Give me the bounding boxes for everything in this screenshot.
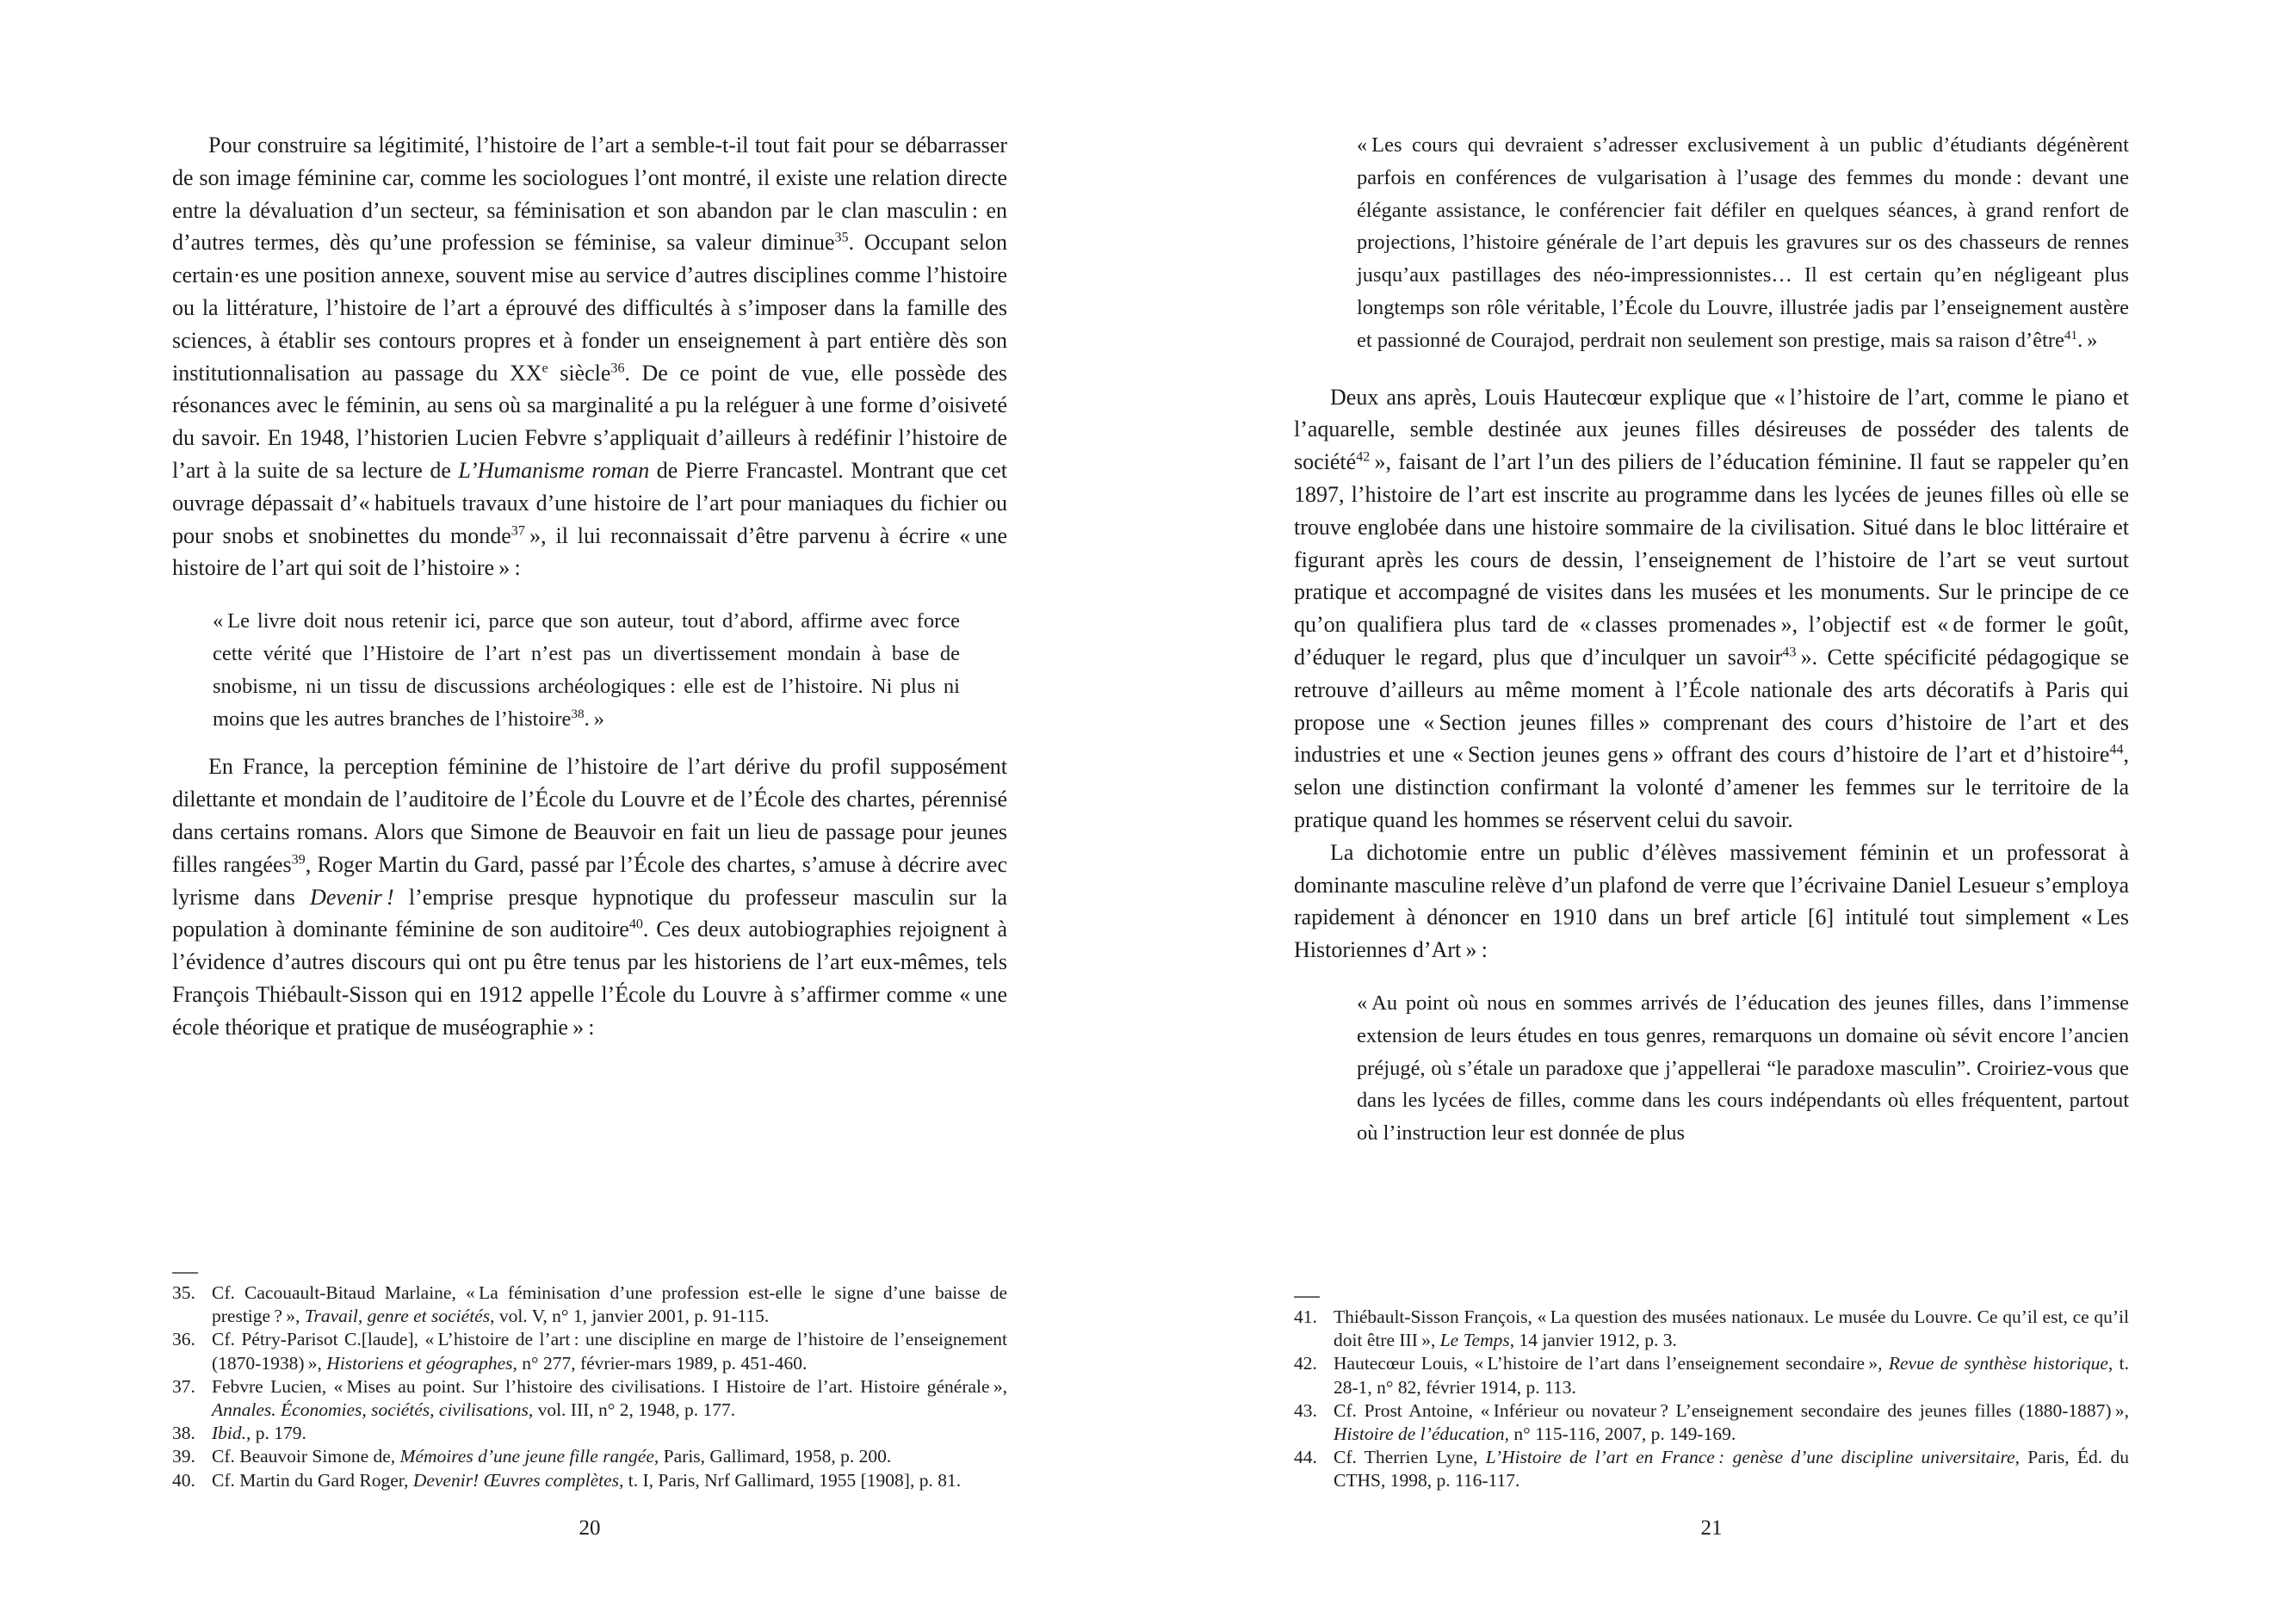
paragraph: Deux ans après, Louis Hautecœur explique que « l’histoire de l’art, comme le piano et l’aquarelle, semble destinée aux jeunes filles désireuses de posséder des talents de société$^{42}$ », faisant de l’art l’un des piliers de l’éducation féminine. Il faut se rappeler qu’en 1897, l’histoire de l’art est inscrite au programme dans les lycées de jeunes filles où elle se trouve englobée dans une histoire sommaire de la civilisation. Situé dans le bloc littéraire et figurant après les cours de dessin, l’enseignement de l’histoire de l’art se veut surtout pratique et accompagné de visites dans les musées et les monuments. Sur le principe de ce qu’on qualifiera plus tard de « classes promenades », l’objectif est « de former le goût, d’éduquer le regard, plus que d’inculquer un savoir$^{43}$ ». Cette spécificité pédagogique se retrouve d’ailleurs au même moment à l’École nationale des arts décoratifs à Paris qui propose une « Section jeunes filles » comprenant des cours d’histoire de l’art et des industries et une « Section jeunes gens » offrant des cours d’histoire de l’art et d’histoire$^{44}$, selon une distinction confirmant la volonté d’amener les femmes sur le territoire de la pratique quand les hommes se réservent celui du savoir. [1294,384,2129,832]
footnote-text: Cf. Prost Antoine, « Inférieur ou novateur ? L’enseignement secondaire des jeunes filles (1880-1887) », Histoire de l’éducation, n° 115-116, 2007, p. 149-169. [1334,1399,2129,1445]
footnote-number: 42. [1294,1353,1317,1374]
footnote-text: Thiébault-Sisson François, « La question des musées nationaux. Le musée du Louvre. Ce qu’il est, ce qu’il doit être III », Le Temps, 14 janvier 1912, p. 3. [1334,1306,2129,1351]
footnote-item [172,1422,1007,1445]
page-right-body [1294,129,2129,1150]
footnote-item [172,1281,1007,1328]
footnote-number: 36. [172,1329,195,1350]
footnote-item [1294,1399,2129,1446]
footnote-item [1294,1352,2129,1399]
block-quote: « Le livre doit nous retenir ici, parce que son auteur, tout d’abord, affirme avec force cette vérité que l’Histoire de l’art n’est pas un divertissement mondain à base de snobisme, ni un tissu de discussions archéologiques : elle est de l’histoire. Ni plus ni moins que les autres branches de l’histoire$^{38}$. » [213,609,960,731]
footnotes-section [1294,1296,2129,1493]
footnote-number: 35. [172,1282,195,1303]
footnote-number: 44. [1294,1447,1317,1468]
footnote-text: Ibid., p. 179. [212,1423,306,1444]
footnote-item [1294,1306,2129,1352]
paragraph: Pour construire sa légitimité, l’histoire de l’art a semble-t-il tout fait pour se débarrasser de son image féminine car, comme les sociologues l’ont montré, il existe une relation directe entre la dévaluation d’un secteur, sa féminisation et son abandon par le clan masculin : en d’autres termes, dès qu’une profession se féminise, sa valeur diminue$^{35}$. Occupant selon certain·es une position annexe, souvent mise au service d’autres disciplines comme l’histoire ou la littérature, l’histoire de l’art a éprouvé des difficultés à s’imposer dans la famille des sciences, à établir ses contours propres et à fonder un enseignement à part entière dès son institutionnalisation au passage du XXe siècle$^{36}$. De ce point de vue, elle possède des résonances avec le féminin, au sens où sa marginalité a pu la reléguer à une forme d’oisiveté du savoir. En 1948, l’historien Lucien Febvre s’appliquait d’ailleurs à redéfinir l’histoire de l’art à la suite de sa lecture de L’Humanisme roman de Pierre Francastel. Montrant que cet ouvrage dépassait d’« habituels travaux d’une histoire de l’art pour maniaques du fichier ou pour snobs et snobinettes du monde$^{37}$ », il lui reconnaissait d’être parvenu à écrire « une histoire de l’art qui soit de l’histoire » : [172,133,1007,581]
footnote-item [1294,1446,2129,1492]
footnote-number: 37. [172,1375,195,1397]
footnote-item [172,1375,1007,1422]
page-number: 21 [1700,1516,1723,1540]
block-quote: « Les cours qui devraient s’adresser exclusivement à un public d’étudiants dégénèrent parfois en conférences de vulgarisation à l’usage des femmes du monde : devant une élégante assistance, le conférencier fait défiler en quelques séances, à grand renfort de projections, l’histoire générale de l’art depuis les gravures sur os des chasseurs de rennes jusqu’aux pastillages des néo-impressionnistes… Il est certain qu’en négligeant plus longtemps son rôle véritable, l’École du Louvre, illustrée jadis par l’enseignement austère et passionné de Courajod, perdrait non seulement son prestige, mais sa raison d’être$^{41}$. » [1357,133,2129,352]
footnote-text: Cf. Therrien Lyne, L’Histoire de l’art en France : genèse d’une discipline universitaire, Paris, Éd. du CTHS, 1998, p. 116-117. [1334,1447,2129,1491]
footnote-separator [1294,1296,1320,1298]
footnote-text: Hautecœur Louis, « L’histoire de l’art dans l’enseignement secondaire », Revue de synthèse historique, t. 28-1, n° 82, février 1914, p. 113. [1334,1353,2129,1398]
footnotes-section [172,1272,1007,1492]
footnote-number: 38. [172,1423,195,1444]
paragraph: En France, la perception féminine de l’histoire de l’art dérive du profil supposément dilettante et mondain de l’auditoire de l’École du Louvre et de l’École des chartes, pérennisé dans certains romans. Alors que Simone de Beauvoir en fait un lieu de passage pour jeunes filles rangées$^{39}$, Roger Martin du Gard, passé par l’École des chartes, s’amuse à décrire avec lyrisme dans Devenir ! l’emprise presque hypnotique du professeur masculin sur la population à dominante féminine de son auditoire$^{40}$. Ces deux autobiographies rejoignent à l’évidence d’autres discours qui ont pu être tenus par les historiens de l’art eux-mêmes, tels François Thiébault-Sisson qui en 1912 appelle l’École du Louvre à s’affirmer comme « une école théorique et pratique de muséographie » : [172,754,1007,1040]
footnote-number: 40. [172,1469,195,1491]
footnote-item [172,1445,1007,1468]
footnote-text: Cf. Pétry-Parisot C.[laude], « L’histoire de l’art : une discipline en marge de l’histoire de l’enseignement (1870-1938) », Historiens et géographes, n° 277, février-mars 1989, p. 451-460. [212,1329,1007,1374]
page-left-body [172,129,1007,1044]
page-right [1294,129,2129,1618]
footnote-number: 39. [172,1446,195,1467]
footnote-number: 43. [1294,1399,1317,1421]
block-quote: « Au point où nous en sommes arrivés de l’éducation des jeunes filles, dans l’immense extension de leurs études en tous genres, remarquons un domaine où sévit encore l’ancien préjugé, où s’étale un paradoxe que j’appellerai “le paradoxe masculin”. Croiriez-vous que dans les lycées de filles, comme dans les cours indépendants où elles fréquentent, partout où l’instruction leur est donnée de plus [1357,991,2129,1146]
footnote-text: Cf. Beauvoir Simone de, Mémoires d’une jeune fille rangée, Paris, Gallimard, 1958, p. 200. [212,1446,892,1467]
page-left [172,129,1007,1618]
footnote-separator [172,1272,198,1274]
footnote-number: 41. [1294,1306,1317,1327]
footnote-item [172,1469,1007,1492]
footnote-text: Cf. Martin du Gard Roger, Devenir! Œuvres complètes, t. I, Paris, Nrf Gallimard, 1955 [1908], p. 81. [212,1469,962,1491]
paragraph: La dichotomie entre un public d’élèves massivement féminin et un professorat à dominante masculine relève d’un plafond de verre que l’écrivaine Daniel Lesueur s’employa rapidement à dénoncer en 1910 dans un bref article [6] intitulé tout simplement « Les Historiennes d’Art » : [1294,839,2129,963]
footnote-text: Febvre Lucien, « Mises au point. Sur l’histoire des civilisations. I Histoire de l’art. Histoire générale », Annales. Économies, sociétés, civilisations, vol. III, n° 2, 1948, p. 177. [212,1375,1007,1421]
page-number: 20 [579,1516,601,1540]
footnote-text: Cf. Cacouault-Bitaud Marlaine, « La féminisation d’une profession est-elle le signe d’une baisse de prestige ? », Travail, genre et sociétés, vol. V, n° 1, janvier 2001, p. 91-115. [212,1282,1007,1327]
footnote-item [172,1328,1007,1374]
